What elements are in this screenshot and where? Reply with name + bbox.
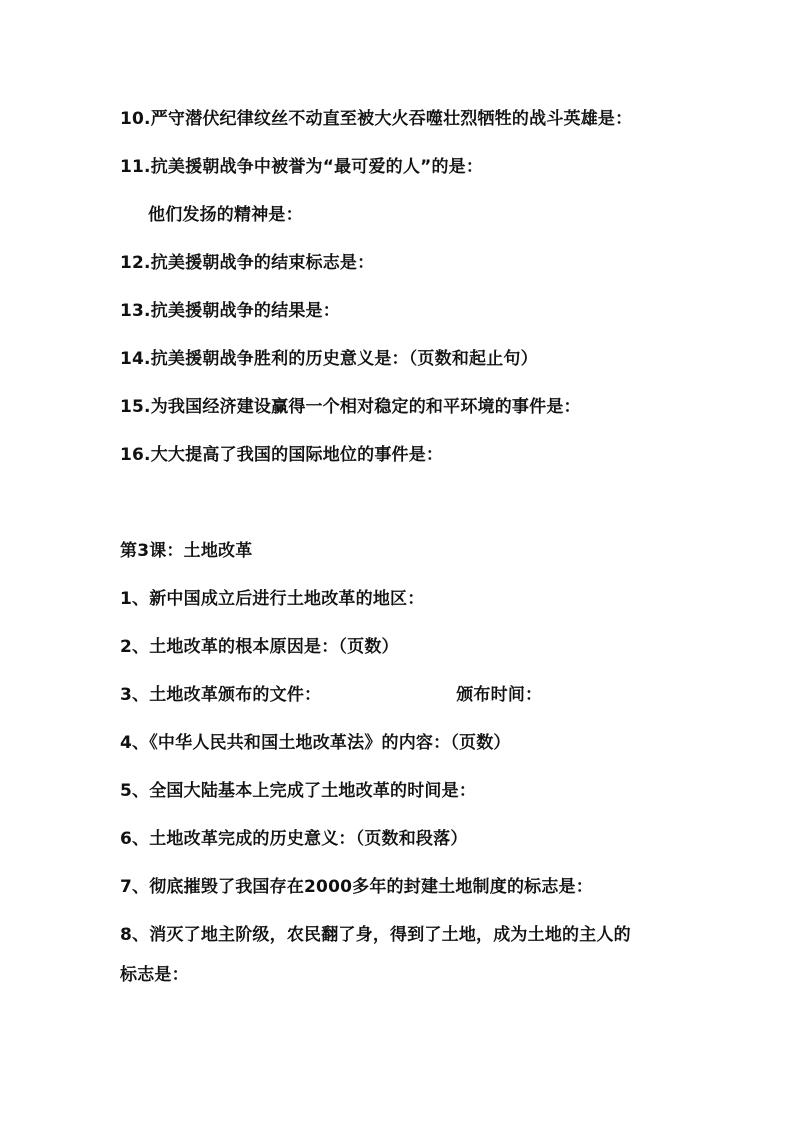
question-2: 2、土地改革的根本原因是：（页数） bbox=[120, 637, 399, 657]
question-16: 16.大大提高了我国的国际地位的事件是： bbox=[120, 445, 444, 465]
question-6: 6、土地改革完成的历史意义：（页数和段落） bbox=[120, 829, 468, 849]
question-15: 15.为我国经济建设赢得一个相对稳定的和平环境的事件是： bbox=[120, 397, 581, 417]
question-1: 1、新中国成立后进行土地改革的地区： bbox=[120, 589, 425, 609]
question-10: 10.严守潜伏纪律纹丝不动直至被大火吞噬壮烈牺牲的战斗英雄是： bbox=[120, 109, 633, 129]
question-12: 12.抗美援朝战争的结束标志是： bbox=[120, 253, 375, 273]
question-4: 4、《中华人民共和国土地改革法》的内容：（页数） bbox=[120, 733, 511, 753]
question-5: 5、全国大陆基本上完成了土地改革的时间是： bbox=[120, 781, 477, 801]
question-8-line-2: 标志是： bbox=[120, 965, 189, 985]
question-3 bbox=[120, 683, 542, 707]
question-11: 11.抗美援朝战争中被誉为“最可爱的人”的是： bbox=[120, 157, 484, 177]
question-8-line-1: 8、消灭了地主阶级，农民翻了身，得到了土地，成为土地的主人的 bbox=[120, 925, 631, 945]
question-3-time-prompt: 颁布时间： bbox=[456, 685, 543, 705]
question-11-sub: 他们发扬的精神是： bbox=[148, 205, 303, 225]
section-title: 第3课：土地改革 bbox=[120, 541, 253, 561]
question-7: 7、彻底摧毁了我国存在2000多年的封建土地制度的标志是： bbox=[120, 877, 593, 897]
question-14: 14.抗美援朝战争胜利的历史意义是：（页数和起止句） bbox=[120, 349, 538, 369]
question-3-document-prompt: 3、土地改革颁布的文件： bbox=[120, 685, 322, 705]
question-13: 13.抗美援朝战争的结果是： bbox=[120, 301, 340, 321]
